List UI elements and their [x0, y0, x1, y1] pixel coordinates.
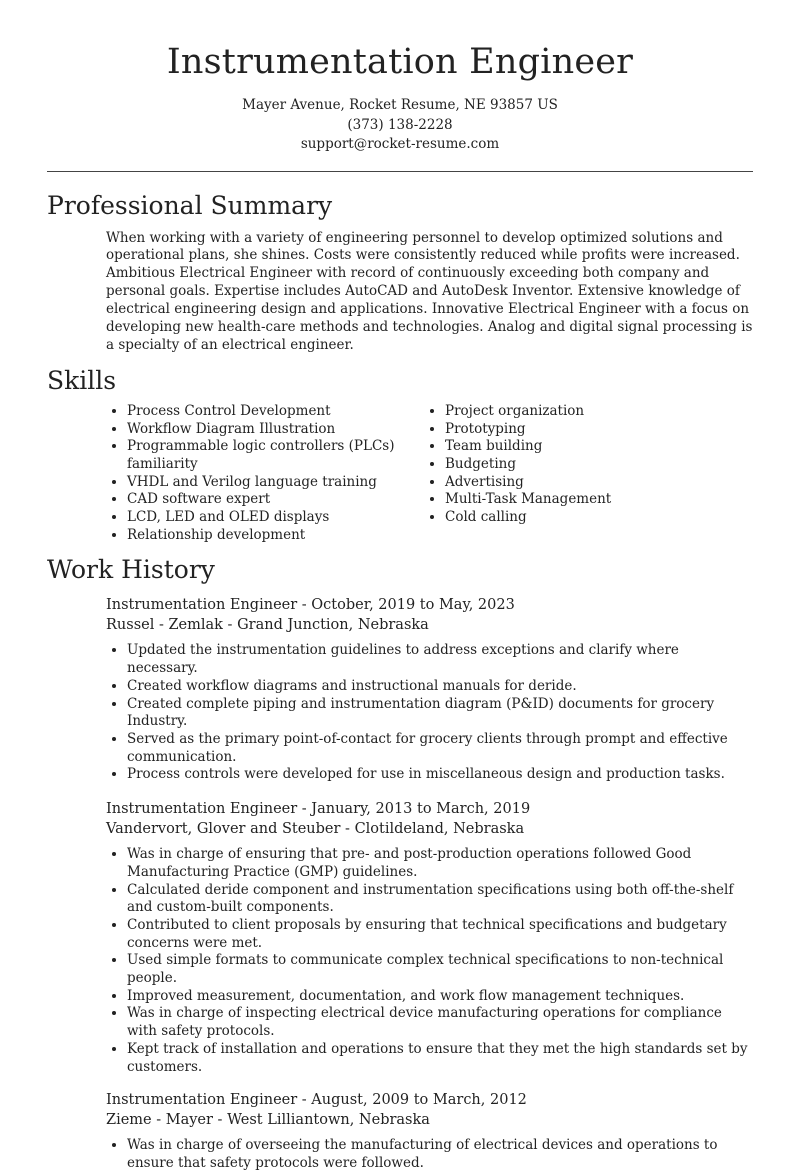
contact-phone: (373) 138-2228 [347, 116, 453, 133]
job-employer-line [106, 616, 753, 636]
job-bullet: • Created workflow diagrams and instructional manuals for deride. [127, 678, 753, 696]
job-bullet: • Was in charge of ensuring that pre- and post-production operations followed Good Manufacturing Practice (GMP) guidelines. [127, 846, 753, 881]
resume-header [0, 0, 800, 155]
job-company: Zieme - Mayer [106, 1111, 213, 1128]
job-dates: August, 2009 to March, 2012 [311, 1092, 527, 1109]
job-bullet: • Improved measurement, documentation, and work flow management techniques. [127, 988, 753, 1006]
skill-item: • CAD software expert [127, 491, 424, 509]
skill-item: • Relationship development [127, 527, 424, 545]
job-separator: - [340, 820, 355, 837]
skill-item: • Workflow Diagram Illustration [127, 421, 424, 439]
job-separator: - [297, 597, 312, 614]
job-entry [106, 596, 753, 784]
job-employer-line [106, 1111, 753, 1131]
job-bullet: • Process controls were developed for use in miscellaneous design and production tasks. [127, 766, 753, 784]
job-entry [106, 1091, 753, 1172]
skill-item: • Budgeting [445, 456, 611, 474]
job-separator: - [297, 801, 312, 818]
work-history-heading: Work History [47, 555, 215, 585]
job-entry [106, 800, 753, 1076]
skill-item: • Project organization [445, 403, 611, 421]
job-title-line [106, 1091, 753, 1111]
contact-address: Mayer Avenue, Rocket Resume, NE 93857 US [242, 97, 558, 113]
skill-item: • Team building [445, 438, 611, 456]
skill-item: • Programmable logic controllers (PLCs) familiarity [127, 438, 424, 473]
skill-item: • Process Control Development [127, 403, 424, 421]
job-bullets [106, 1137, 753, 1172]
job-location: West Lilliantown, Nebraska [227, 1111, 430, 1128]
job-company: Vandervort, Glover and Steuber [106, 820, 341, 837]
skill-item: • Prototyping [445, 421, 611, 439]
summary-text: When working with a variety of engineering personnel to develop optimized solutions and operational plans, she shines. Costs were consistently reduced while profits were increased. Ambitious Electrical Engineer with record of continuously exceeding both company and personal goals. Expertise includes AutoCAD and AutoDesk Inventor. Extensive knowledge of electrical engineering design and applications. Innovative Electrical Engineer with a focus on developing new health-care methods and technologies. Analog and digital signal processing is a specialty of an electrical engineer. [106, 229, 753, 353]
job-bullets [106, 846, 753, 1076]
job-location: Clotildeland, Nebraska [354, 820, 525, 837]
job-role: Instrumentation Engineer [106, 801, 298, 818]
job-dates: January, 2013 to March, 2019 [311, 801, 531, 818]
job-title-line [106, 800, 753, 820]
job-bullet: • Calculated deride component and instrumentation specifications using both off-the-shelf and custom-built components. [127, 882, 753, 917]
job-bullet: • Updated the instrumentation guidelines to address exceptions and clarify where necessary. [127, 642, 753, 677]
job-role: Instrumentation Engineer [106, 597, 298, 614]
job-bullet: • Contributed to client proposals by ensuring that technical specifications and budgetary concerns were met. [127, 917, 753, 952]
skills-column-right [424, 403, 611, 545]
skill-item: • Cold calling [445, 509, 611, 527]
job-bullet: • Kept track of installation and operations to ensure that they met the high standards set by customers. [127, 1041, 753, 1076]
summary-heading: Professional Summary [47, 190, 333, 220]
job-bullet: • Created complete piping and instrumentation diagram (P&ID) documents for grocery Industry. [127, 696, 753, 731]
job-bullet: • Was in charge of inspecting electrical device manufacturing operations for compliance with safety protocols. [127, 1005, 753, 1040]
contact-block [0, 96, 800, 155]
job-dates: October, 2019 to May, 2023 [311, 597, 515, 614]
header-divider [47, 171, 753, 172]
job-location: Grand Junction, Nebraska [237, 616, 429, 633]
resume-name: Instrumentation Engineer [166, 42, 634, 82]
skill-item: • Advertising [445, 474, 611, 492]
job-title-line [106, 596, 753, 616]
job-separator: - [212, 1111, 228, 1128]
job-bullets [106, 642, 753, 784]
job-company: Russel - Zemlak [106, 616, 223, 633]
contact-email[interactable]: support@rocket-resume.com [300, 136, 500, 152]
skills-list [106, 403, 800, 545]
skills-heading: Skills [47, 365, 117, 395]
job-bullet: • Served as the primary point-of-contact for grocery clients through prompt and effective communication. [127, 731, 753, 766]
job-bullet: • Used simple formats to communicate complex technical specifications to non-technical people. [127, 952, 753, 987]
job-employer-line [106, 820, 753, 840]
job-separator: - [222, 616, 238, 633]
skills-column-left [106, 403, 424, 545]
skill-item: • VHDL and Verilog language training [127, 474, 424, 492]
job-bullet: • Was in charge of overseeing the manufacturing of electrical devices and operations to ensure that safety protocols were followed. [127, 1137, 753, 1172]
job-role: Instrumentation Engineer [106, 1092, 298, 1109]
skill-item: • Multi-Task Management [445, 491, 611, 509]
skill-item: • LCD, LED and OLED displays [127, 509, 424, 527]
job-separator: - [297, 1092, 312, 1109]
